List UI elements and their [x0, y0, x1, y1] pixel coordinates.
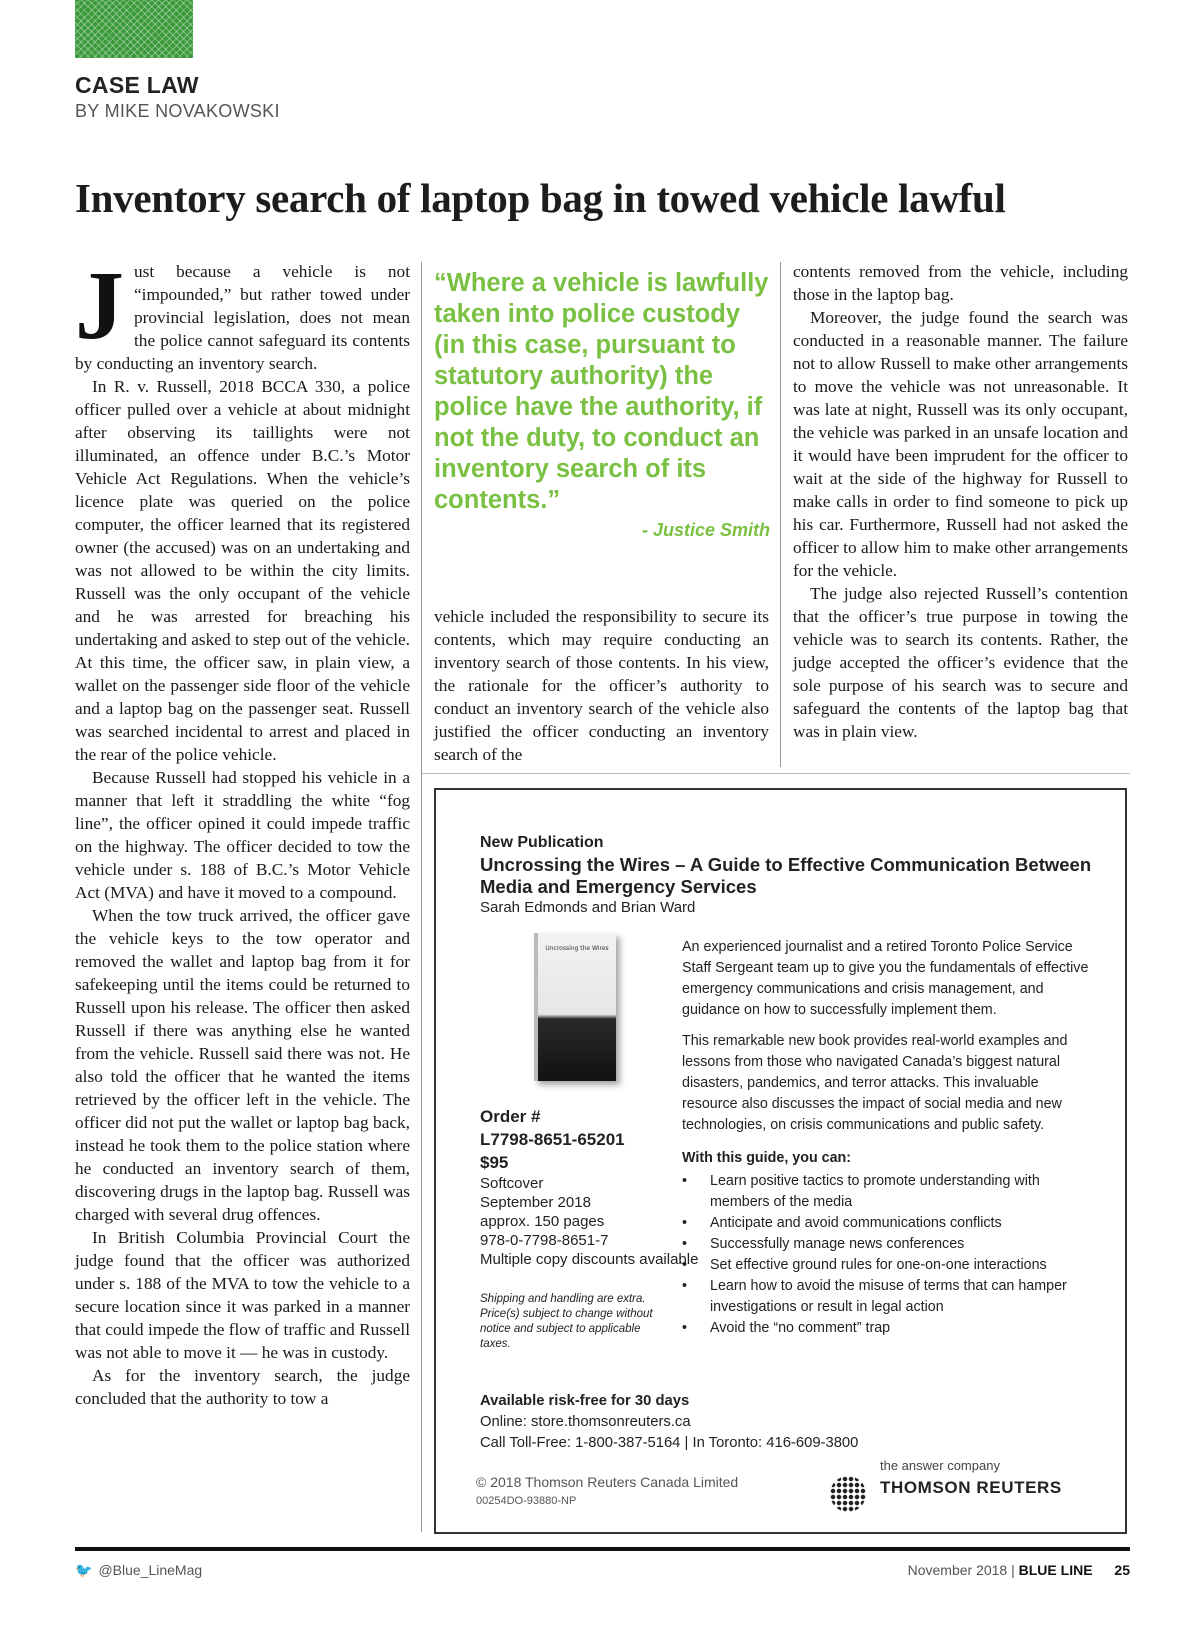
- pull-quote-text: “Where a vehicle is lawfully taken into police custody (in this case, pursuant to statutory authority) the police have the authority, if not the duty, to conduct an inventory search of its contents.”: [434, 269, 769, 514]
- drop-cap: J: [75, 252, 124, 360]
- book-cover-title: Uncrossing the Wires: [545, 945, 609, 952]
- list-item: • Learn positive tactics to promote understanding with members of the media: [682, 1171, 1092, 1213]
- column-divider: [780, 262, 781, 767]
- pull-quote-attribution: - Justice Smith: [641, 520, 770, 540]
- spec-discounts: Multiple copy discounts available: [480, 1251, 699, 1268]
- kicker: [75, 72, 280, 122]
- footer-social: [75, 1562, 202, 1579]
- footer-rule: [75, 1547, 1130, 1551]
- paragraph: Because Russell had stopped his vehicle in a manner that left it straddling the white “fog line”, the officer opined it could impede traffic on the highway. The officer decided to tow the vehicle under s. 188 of B.C.’s Motor Vehicle Act (MVA) and have it moved to a compound.: [75, 768, 410, 902]
- section-divider: [422, 773, 1130, 774]
- availability-heading: Available risk-free for 30 days: [480, 1393, 690, 1409]
- paragraph: vehicle included the responsibility to secure its contents, which may require conducting an inventory search of those contents. In his view, the rationale for the officer’s authority to conduct an inventory search of the vehicle also justified the officer conducting an inventory search of the: [434, 607, 769, 764]
- list-item: • Successfully manage news conferences: [682, 1234, 1092, 1255]
- ad-paragraph: An experienced journalist and a retired Toronto Police Service Staff Sergeant team up to give you the fundamentals of effective emergency communications and crisis management, and guidance on how to successfully implement them.: [682, 939, 1089, 1018]
- list-item: • Anticipate and avoid communications conflicts: [682, 1213, 1092, 1234]
- thomson-reuters-logo-icon: [830, 1476, 866, 1512]
- article-column-2: [434, 605, 769, 766]
- spec-pages: approx. 150 pages: [480, 1213, 605, 1230]
- fine-print: Shipping and handling are extra. Price(s) subject to change without notice and subject to applicable taxes.: [480, 1293, 653, 1350]
- spec-date: September 2018: [480, 1194, 591, 1211]
- paragraph: In British Columbia Provincial Court the judge found that the officer was authorized under s. 188 of the MVA to tow the vehicle to a secure location since it was parked in a manner that could impede the flow of traffic and Russell was not able to move it — he was in custody.: [75, 1228, 410, 1362]
- list-item: • Avoid the “no comment” trap: [682, 1318, 1092, 1339]
- book-cover-image: [534, 933, 616, 1081]
- online-link[interactable]: Online: store.thomsonreuters.ca: [480, 1414, 691, 1430]
- order-number: L7798-8651-65201: [480, 1130, 625, 1149]
- ad-paragraph: This remarkable new book provides real-world examples and lessons from those who navigated Canada’s biggest natural disasters, pandemics, and terror attacks. This invaluable resource also discusses the impact of social media and new technologies, on crisis communications and public safety.: [682, 1033, 1068, 1133]
- paragraph: When the tow truck arrived, the officer gave the vehicle keys to the tow operator and removed the wallet and laptop bag from it for safekeeping until the items could be returned to Russell upon his release. The officer then asked Russell if there was anything else he wanted from the vehicle. Russell said there was not. He also told the officer that he wanted the items retrieved by the officer left in the vehicle. The officer did not put the wallet or laptop bag back, instead he took them to the police station where he conducted an inventory search of them, discovering drugs in the laptop bag. Russell was charged with several drug offences.: [75, 906, 410, 1224]
- issue-date: November 2018: [907, 1562, 1008, 1578]
- ad-code: 00254DO-93880-NP: [476, 1495, 577, 1507]
- paragraph: Just because a vehicle is not “impounded,” but rather towed under provincial legislation, does not mean the police cannot safeguard its contents by conducting an inventory search.: [75, 252, 410, 373]
- price: $95: [480, 1153, 509, 1172]
- twitter-handle[interactable]: @Blue_LineMag: [98, 1562, 203, 1578]
- ad-authors: Sarah Edmonds and Brian Ward: [480, 899, 696, 916]
- paragraph: As for the inventory search, the judge concluded that the authority to tow a: [75, 1366, 410, 1408]
- paragraph: In R. v. Russell, 2018 BCCA 330, a police officer pulled over a vehicle at about midnight after observing its taillights were not illuminated, an offence under B.C.’s Motor Vehicle Act Regulations. When the vehicle’s licence plate was queried on the police computer, the officer learned that its registered owner (the accused) was on an undertaking and was not allowed to be within the city limits. Russell was the only occupant of the vehicle and he was arrested for breaching his undertaking and asked to step out of the vehicle. At this time, the officer saw, in plain view, a wallet on the passenger side floor of the vehicle and a laptop bag on the passenger seat. Russell was searched incidental to arrest and placed in the rear of the police vehicle.: [75, 377, 410, 764]
- copyright: © 2018 Thomson Reuters Canada Limited: [476, 1474, 739, 1490]
- section-color-block: [75, 0, 193, 58]
- ad-description: [682, 937, 1092, 1339]
- book-advertisement: [434, 788, 1127, 1534]
- spec-format: Softcover: [480, 1175, 544, 1192]
- section-label: CASE LAW: [75, 72, 199, 98]
- magazine-name: BLUE LINE: [1018, 1562, 1093, 1578]
- paragraph: The judge also rejected Russell’s contention that the officer’s true purpose in towing the vehicle was to search its contents. Rather, the judge accepted the officer’s evidence that the sole purpose of his search was to secure and safeguard the contents of the laptop bag that was in plain view.: [793, 584, 1128, 741]
- list-item: • Set effective ground rules for one-on-one interactions: [682, 1255, 1092, 1276]
- article-column-3: [793, 260, 1128, 743]
- footer-folio: [908, 1562, 1130, 1578]
- ad-label: New Publication: [480, 834, 604, 851]
- order-info: [480, 1105, 625, 1174]
- spec-isbn: 978-0-7798-8651-7: [480, 1232, 609, 1249]
- ad-book-title: Uncrossing the Wires – A Guide to Effective Communication Between Media and Emergency Services: [480, 854, 1092, 897]
- pull-quote: [434, 268, 770, 541]
- book-specs: [480, 1174, 698, 1269]
- benefit-list: [682, 1171, 1092, 1339]
- order-label: Order #: [480, 1107, 541, 1126]
- page-number: 25: [1114, 1562, 1130, 1578]
- folio-separator: |: [1011, 1562, 1019, 1578]
- twitter-icon: 🐦: [75, 1562, 93, 1578]
- guide-heading: With this guide, you can:: [682, 1150, 852, 1166]
- phone-numbers: Call Toll-Free: 1-800-387-5164 | In Toronto: 416-609-3800: [480, 1435, 859, 1451]
- availability-info: [480, 1391, 858, 1454]
- paragraph: Moreover, the judge found the search was conducted in a reasonable manner. The failure not to allow Russell to make other arrangements to move the vehicle was not unreasonable. It was late at night, Russell was its only occupant, the vehicle was parked in an unsafe location and it would have been imprudent for the officer to wait at the side of the highway for Russell to make calls in order to find someone to pick up his car. Furthermore, Russell had not asked the officer to allow him to make other arrangements for the vehicle.: [793, 308, 1128, 580]
- list-item: • Learn how to avoid the misuse of terms that can hamper investigations or result in legal action: [682, 1276, 1092, 1318]
- brand-name: THOMSON REUTERS: [880, 1478, 1062, 1497]
- byline: BY MIKE NOVAKOWSKI: [75, 101, 280, 121]
- brand-tagline: the answer company: [880, 1458, 1000, 1473]
- article-title: Inventory search of laptop bag in towed vehicle lawful: [75, 175, 1006, 221]
- article-column-1: [75, 252, 410, 1410]
- column-divider: [421, 262, 422, 1532]
- paragraph: contents removed from the vehicle, including those in the laptop bag.: [793, 262, 1128, 304]
